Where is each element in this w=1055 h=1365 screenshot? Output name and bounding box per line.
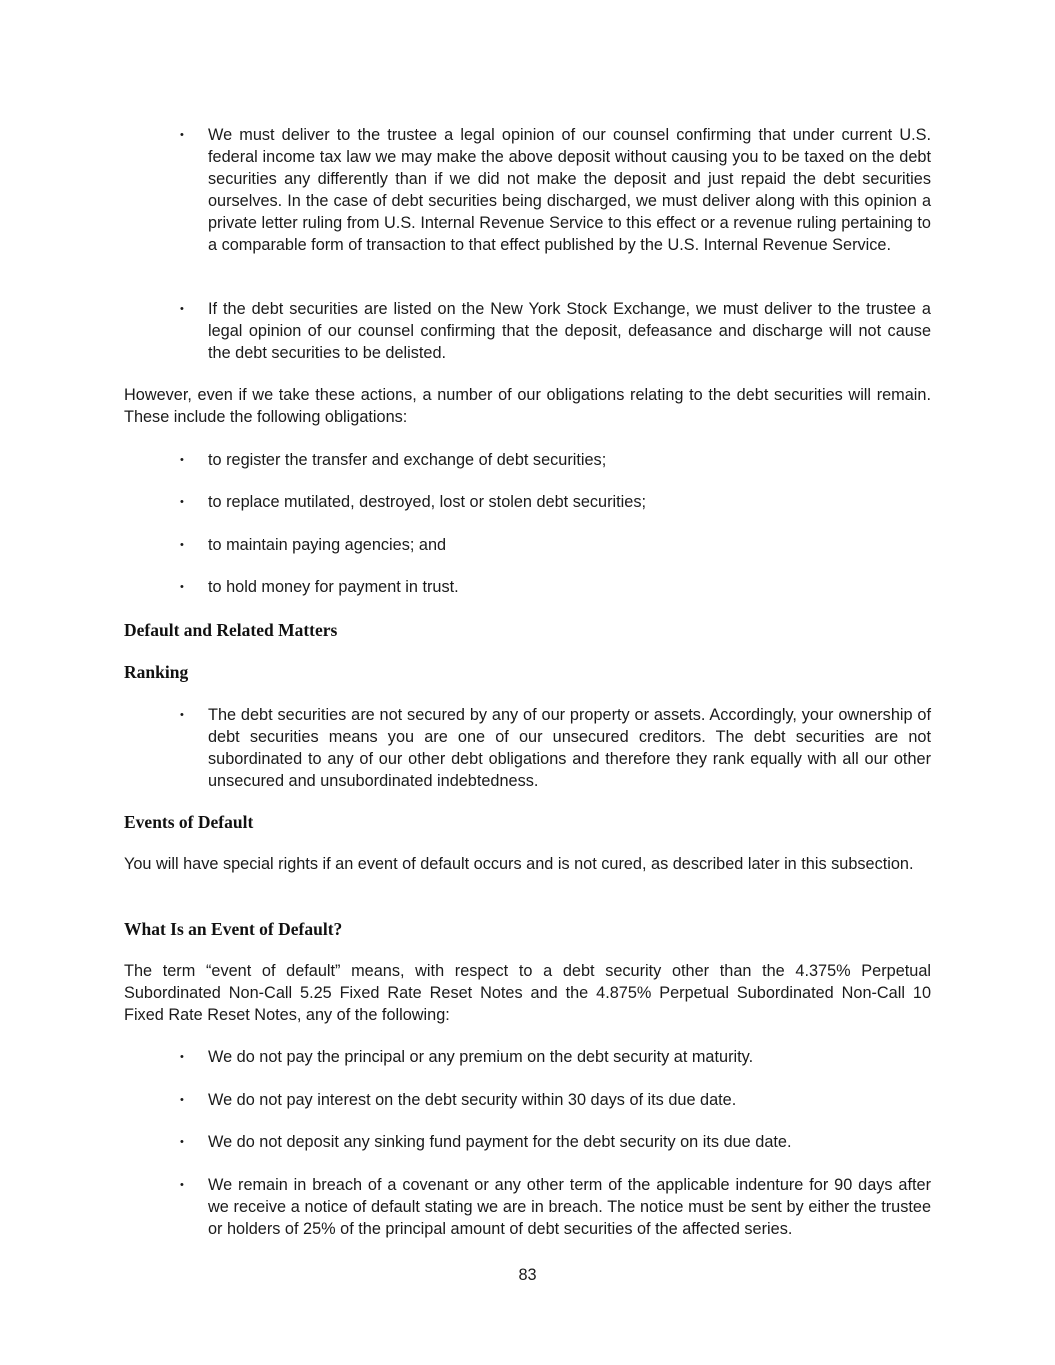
what-is-event-heading: What Is an Event of Default? — [124, 919, 343, 939]
bullet-marker: • — [180, 709, 184, 721]
bullet-marker: • — [180, 1179, 184, 1191]
nyse-listing-bullet: If the debt securities are listed on the New York Stock Exchange, we must deliver to the trustee a legal opinion of our counsel confirming that the deposit, defeasance and discharge will not cause the debt securities to be delisted. — [208, 300, 931, 362]
ranking-heading: Ranking — [124, 662, 189, 682]
default-event-item: We do not pay interest on the debt security within 30 days of its due date. — [208, 1091, 737, 1109]
page-number: 83 — [518, 1266, 537, 1284]
obligation-list-item: to hold money for payment in trust. — [208, 578, 459, 596]
obligation-list-item: to replace mutilated, destroyed, lost or stolen debt securities; — [208, 493, 647, 511]
bullet-marker: • — [180, 539, 184, 551]
obligation-list-item: to register the transfer and exchange of debt securities; — [208, 451, 607, 469]
bullet-marker: • — [180, 454, 184, 466]
bullet-marker: • — [180, 1094, 184, 1106]
bullet-marker: • — [180, 303, 184, 315]
bullet-marker: • — [180, 1136, 184, 1148]
bullet-marker: • — [180, 496, 184, 508]
events-of-default-heading: Events of Default — [124, 812, 254, 832]
bullet-marker: • — [180, 581, 184, 593]
term-definition-paragraph: The term “event of default” means, with respect to a debt security other than the 4.375% Perpetual Subordinated Non-Call 5.25 Fixed Rate Reset Notes and the 4.875% Perpetual Subordinated Non-Call 10 Fixed Rate Reset Notes, any of the following: — [124, 962, 931, 1024]
however-paragraph: However, even if we take these actions, a number of our obligations relating to the debt securities will remain. These include the following obligations: — [124, 386, 931, 426]
deposit-legal-opinion-bullet: We must deliver to the trustee a legal opinion of our counsel confirming that under current U.S. federal income tax law we may make the above deposit without causing you to be taxed on the debt securities any differently than if we did not make the deposit and just repaid the debt securities ourselves. In the case of debt securities being discharged, we must deliver along with this opinion a private letter ruling from U.S. Internal Revenue Service to this effect or a revenue ruling pertaining to a comparable form of transaction to that effect published by the U.S. Internal Revenue Service. — [208, 126, 931, 254]
default-event-item: We remain in breach of a covenant or any other term of the applicable indenture for 90 days after we receive a notice of default stating we are in breach. The notice must be sent by either the trustee or holders of 25% of the principal amount of debt securities of the affected series. — [208, 1176, 931, 1238]
default-section-heading: Default and Related Matters — [124, 620, 338, 640]
bullet-marker: • — [180, 129, 184, 141]
events-paragraph: You will have special rights if an event of default occurs and is not cured, as described later in this subsection. — [124, 855, 914, 873]
obligation-list-item: to maintain paying agencies; and — [208, 536, 447, 554]
ranking-bullet: The debt securities are not secured by any of our property or assets. Accordingly, your ownership of debt securities means you are one of our unsecured creditors. The debt securities are not subordinated to any of our other debt obligations and therefore they rank equally with all our other unsecured and unsubordinated indebtedness. — [208, 706, 931, 790]
default-event-item: We do not pay the principal or any premium on the debt security at maturity. — [208, 1048, 754, 1066]
bullet-marker: • — [180, 1051, 184, 1063]
default-event-item: We do not deposit any sinking fund payment for the debt security on its due date. — [208, 1133, 792, 1151]
